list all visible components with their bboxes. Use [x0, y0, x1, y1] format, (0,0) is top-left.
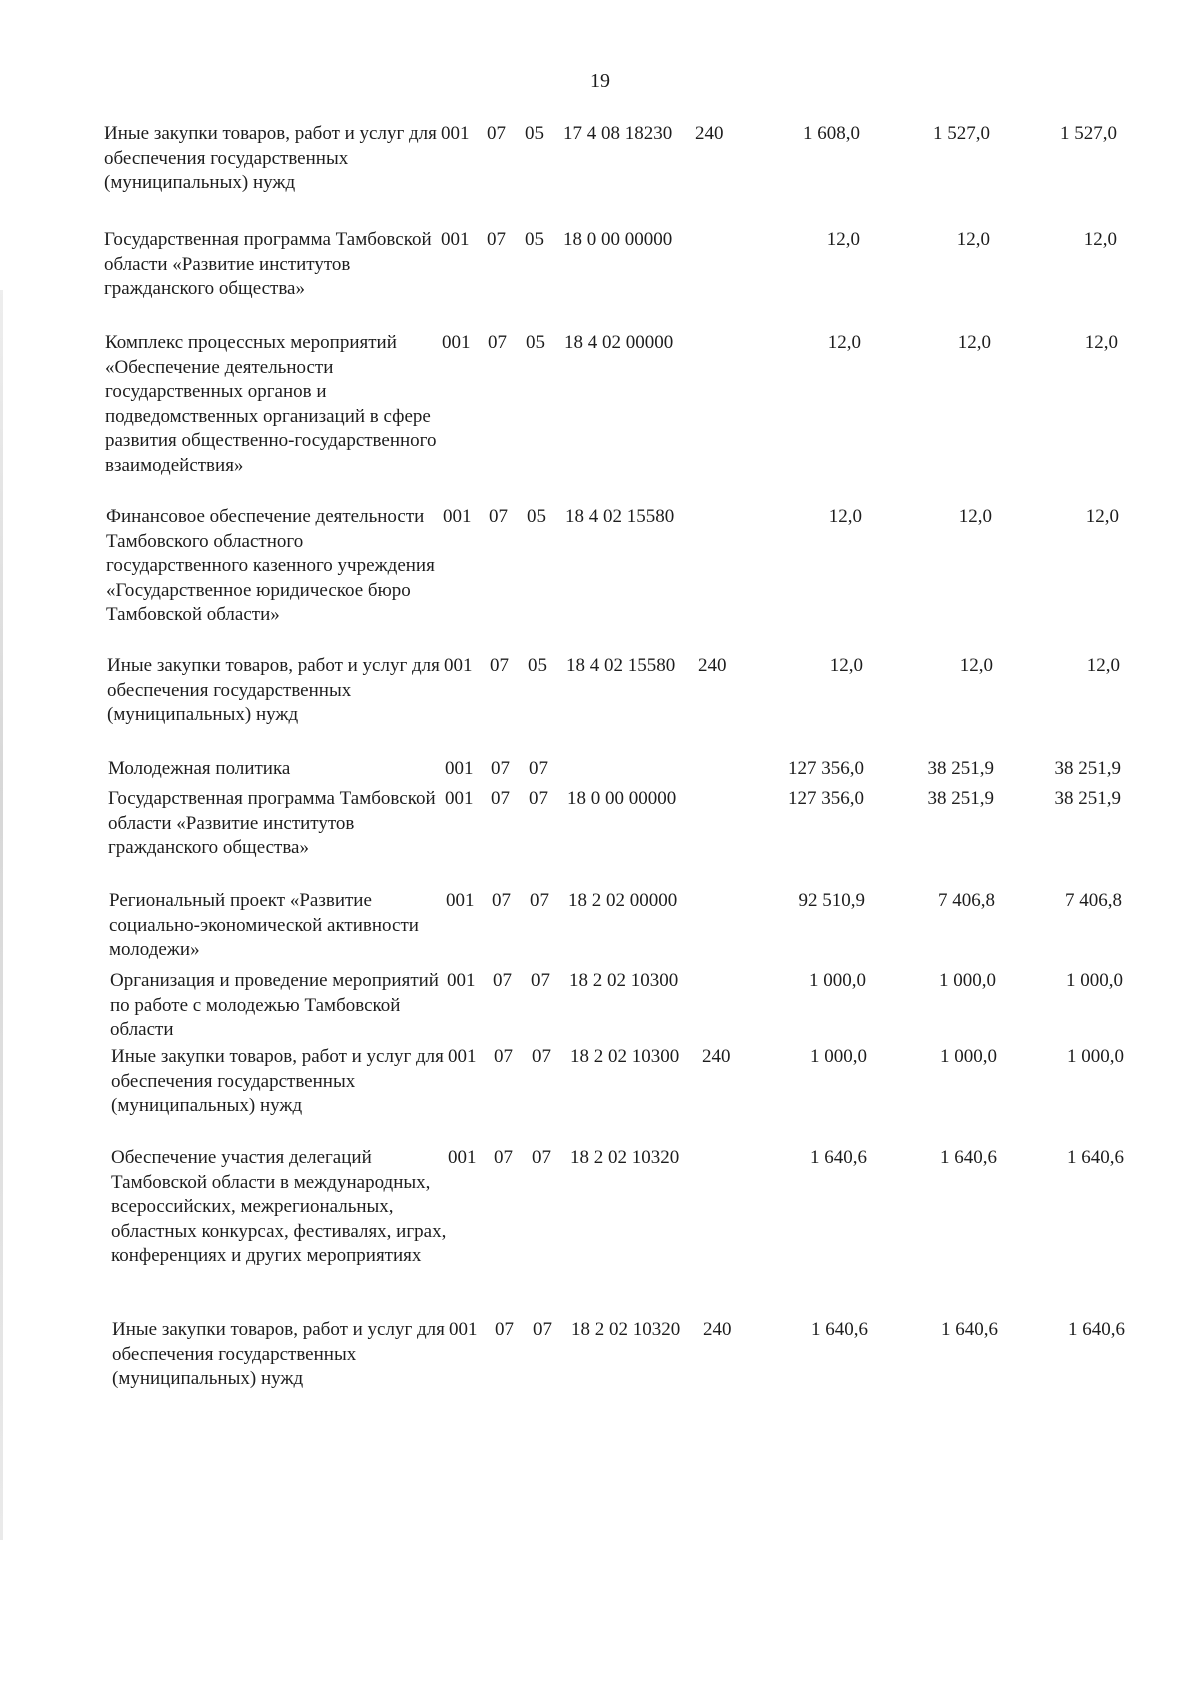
row-rz: 07	[493, 970, 512, 991]
row-vr: 240	[698, 655, 727, 676]
row-pr: 05	[528, 655, 547, 676]
row-pr: 05	[525, 229, 544, 250]
row-year1: 12,0	[828, 506, 862, 527]
row-rz: 07	[494, 1147, 513, 1168]
row-year3: 12,0	[1085, 506, 1119, 527]
row-year3: 38 251,9	[1054, 788, 1121, 809]
row-year3: 38 251,9	[1054, 758, 1121, 779]
row-name: Обеспечение участия делегаций Тамбовской области в международных, всероссийских, межрегиональных, областных конкурсах, фестивалях, играх, конференциях и других мероприятиях	[111, 1147, 447, 1266]
row-year3: 7 406,8	[1065, 890, 1122, 911]
row-year1: 1 000,0	[809, 970, 866, 991]
row-year2: 7 406,8	[938, 890, 995, 911]
row-rz: 07	[494, 1046, 513, 1067]
row-pr: 07	[532, 1147, 551, 1168]
row-ved: 001	[442, 332, 471, 353]
row-name: Государственная программа Тамбовской области «Развитие институтов гражданского общества»	[104, 229, 432, 299]
row-pr: 05	[526, 332, 545, 353]
row-year2: 38 251,9	[927, 788, 994, 809]
row-ved: 001	[448, 1046, 477, 1067]
row-ved: 001	[445, 788, 474, 809]
row-rz: 07	[487, 229, 506, 250]
row-rz: 07	[492, 890, 511, 911]
row-name: Организация и проведение мероприятий по работе с молодежью Тамбовской области	[110, 970, 439, 1040]
row-year3: 12,0	[1086, 655, 1120, 676]
row-csr: 18 0 00 00000	[563, 229, 673, 250]
row-name: Региональный проект «Развитие социально-экономической активности молодежи»	[109, 890, 419, 960]
page-number: 19	[590, 70, 610, 92]
row-year2: 1 000,0	[940, 1046, 997, 1067]
row-year2: 12,0	[956, 229, 990, 250]
row-name: Иные закупки товаров, работ и услуг для обеспечения государственных (муниципальных) нужд	[111, 1046, 444, 1116]
row-ved: 001	[448, 1147, 477, 1168]
row-pr: 07	[532, 1046, 551, 1067]
row-vr: 240	[695, 123, 724, 144]
row-year3: 12,0	[1083, 229, 1117, 250]
row-csr: 18 0 00 00000	[567, 788, 677, 809]
row-rz: 07	[490, 655, 509, 676]
row-csr: 18 2 02 10320	[571, 1319, 681, 1340]
row-year2: 12,0	[958, 506, 992, 527]
row-year1: 92 510,9	[798, 890, 865, 911]
row-name: Иные закупки товаров, работ и услуг для обеспечения государственных (муниципальных) нужд	[112, 1319, 445, 1389]
row-pr: 07	[531, 970, 550, 991]
row-pr: 07	[529, 758, 548, 779]
row-year3: 1 527,0	[1060, 123, 1117, 144]
row-csr: 18 2 02 10320	[570, 1147, 680, 1168]
row-name: Иные закупки товаров, работ и услуг для обеспечения государственных (муниципальных) нужд	[104, 123, 437, 193]
row-year2: 1 527,0	[933, 123, 990, 144]
row-csr: 18 2 02 10300	[569, 970, 679, 991]
row-year3: 1 000,0	[1066, 970, 1123, 991]
row-csr: 18 4 02 15580	[565, 506, 675, 527]
row-year1: 127 356,0	[788, 758, 864, 779]
row-vr: 240	[703, 1319, 732, 1340]
row-rz: 07	[491, 788, 510, 809]
row-year1: 1 640,6	[811, 1319, 868, 1340]
row-year1: 12,0	[829, 655, 863, 676]
row-rz: 07	[488, 332, 507, 353]
row-ved: 001	[444, 655, 473, 676]
row-ved: 001	[441, 123, 470, 144]
row-year3: 1 640,6	[1068, 1319, 1125, 1340]
row-pr: 07	[530, 890, 549, 911]
row-year1: 1 000,0	[810, 1046, 867, 1067]
row-rz: 07	[491, 758, 510, 779]
row-pr: 05	[527, 506, 546, 527]
row-pr: 07	[529, 788, 548, 809]
row-rz: 07	[495, 1319, 514, 1340]
row-year2: 12,0	[959, 655, 993, 676]
row-csr: 17 4 08 18230	[563, 123, 673, 144]
row-name: Молодежная политика	[108, 758, 291, 779]
row-csr: 18 2 02 10300	[570, 1046, 680, 1067]
row-year2: 38 251,9	[927, 758, 994, 779]
row-year3: 1 640,6	[1067, 1147, 1124, 1168]
row-vr: 240	[702, 1046, 731, 1067]
row-year2: 1 640,6	[941, 1319, 998, 1340]
row-ved: 001	[443, 506, 472, 527]
row-rz: 07	[489, 506, 508, 527]
row-year1: 12,0	[827, 332, 861, 353]
row-csr: 18 4 02 15580	[566, 655, 676, 676]
row-pr: 05	[525, 123, 544, 144]
row-year1: 12,0	[826, 229, 860, 250]
row-rz: 07	[487, 123, 506, 144]
row-ved: 001	[441, 229, 470, 250]
row-year2: 12,0	[957, 332, 991, 353]
row-year2: 1 640,6	[940, 1147, 997, 1168]
row-ved: 001	[447, 970, 476, 991]
row-year1: 1 608,0	[803, 123, 860, 144]
row-year3: 1 000,0	[1067, 1046, 1124, 1067]
row-csr: 18 2 02 00000	[568, 890, 678, 911]
row-ved: 001	[449, 1319, 478, 1340]
row-name: Комплекс процессных мероприятий «Обеспечение деятельности государственных органов и подведомственных организаций в сфере развития общественно-государственного взаимодействия»	[105, 332, 437, 476]
row-name: Государственная программа Тамбовской области «Развитие институтов гражданского общества»	[108, 788, 436, 858]
row-name: Иные закупки товаров, работ и услуг для обеспечения государственных (муниципальных) нужд	[107, 655, 440, 725]
row-year1: 1 640,6	[810, 1147, 867, 1168]
row-year2: 1 000,0	[939, 970, 996, 991]
row-ved: 001	[445, 758, 474, 779]
row-year1: 127 356,0	[788, 788, 864, 809]
row-year3: 12,0	[1084, 332, 1118, 353]
row-name: Финансовое обеспечение деятельности Тамбовского областного государственного казенного учреждения «Государственное юридическое бюро Тамбовской области»	[106, 506, 435, 625]
row-ved: 001	[446, 890, 475, 911]
row-pr: 07	[533, 1319, 552, 1340]
row-csr: 18 4 02 00000	[564, 332, 674, 353]
